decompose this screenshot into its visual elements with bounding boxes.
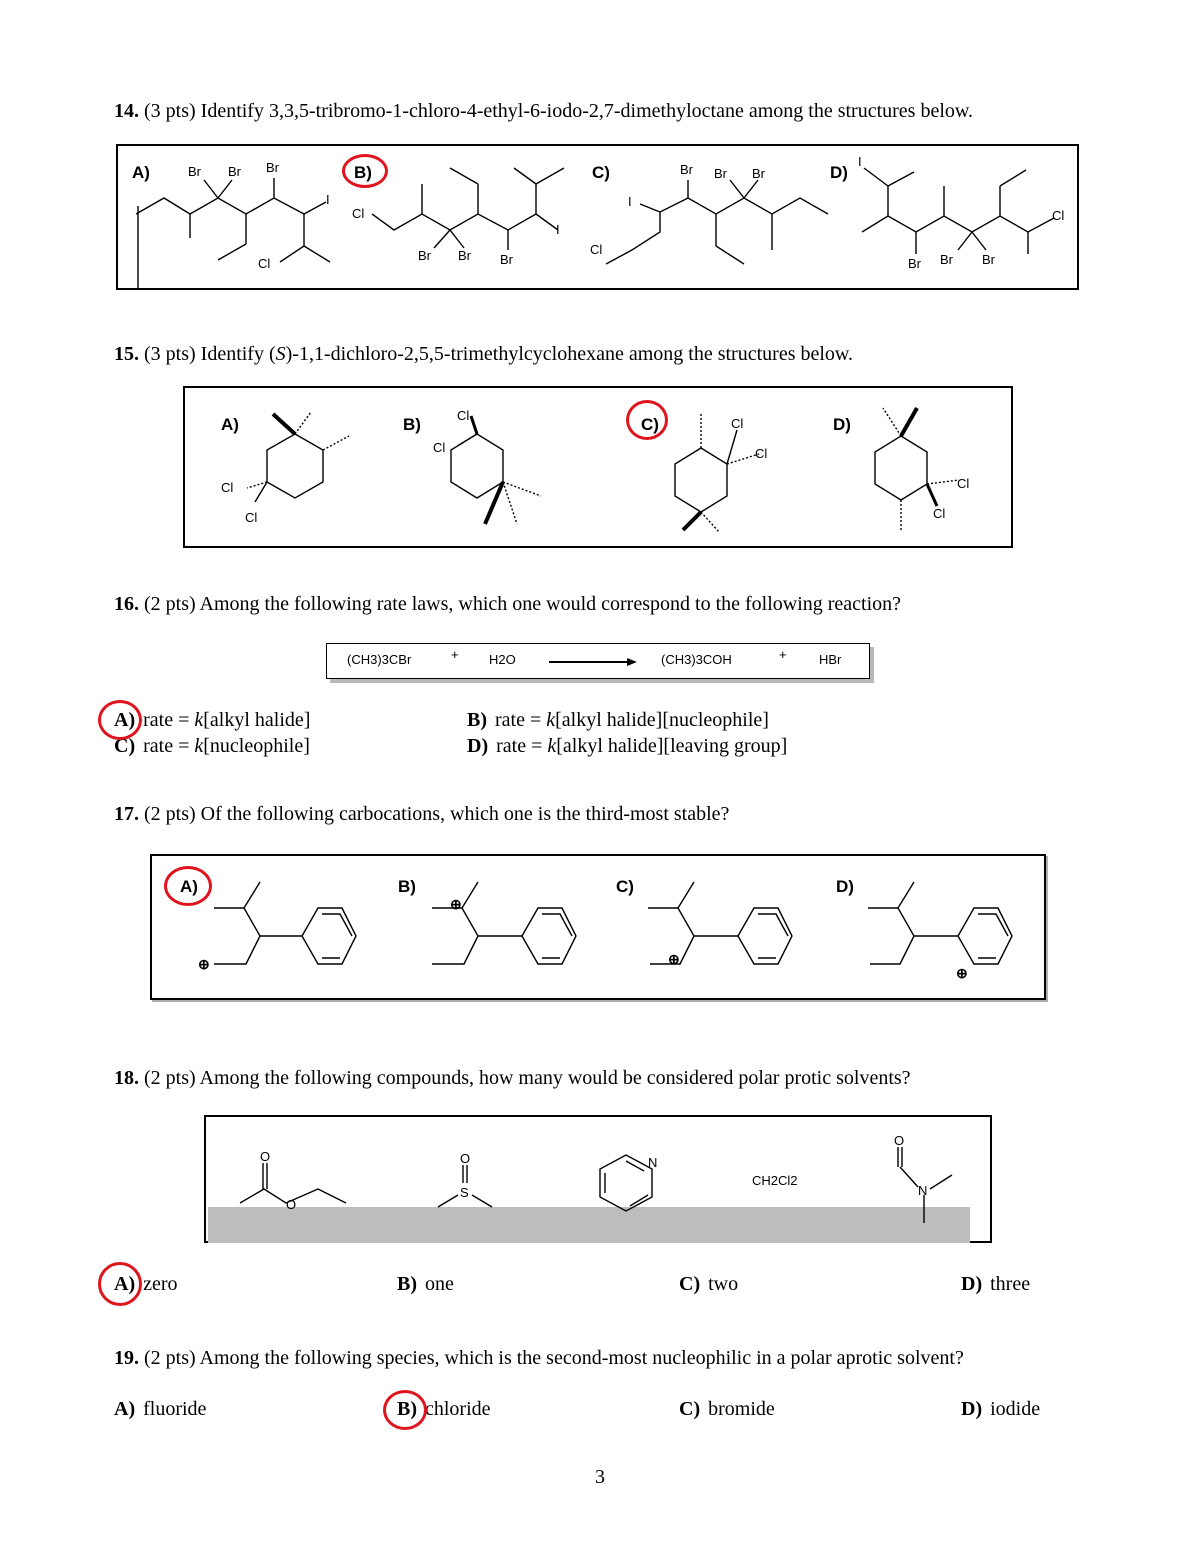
q14-b-br1: Br	[418, 248, 431, 263]
q14-c-i: I	[628, 194, 632, 209]
q15-a-cl2: Cl	[245, 510, 258, 525]
q19-option-c-letter: C)	[679, 1398, 701, 1420]
q14-answer-circle	[342, 154, 388, 188]
q15-structures-svg	[185, 388, 1011, 546]
q14-d-i: I	[858, 154, 862, 169]
q19-option-a[interactable]	[114, 1398, 206, 1421]
q15-b-cl1: Cl	[457, 408, 470, 423]
q19-option-d-text: iodide	[990, 1398, 1041, 1420]
q16-prompt	[114, 593, 901, 616]
q17-label-d: D)	[836, 877, 854, 896]
q17-a-charge: ⊕	[198, 956, 210, 972]
q14-c-cl: Cl	[590, 242, 603, 257]
q15-prompt	[114, 343, 853, 366]
q15-label-b: B)	[403, 415, 421, 434]
q15-text-pre: (3 pts) Identify (	[144, 343, 276, 365]
q16-reaction-arrow	[549, 652, 639, 672]
q16-option-a-post: [alkyl halide]	[203, 709, 311, 731]
q17-number: 17.	[114, 803, 139, 825]
q17-label-a: A)	[180, 877, 198, 896]
q15-label-a: A)	[221, 415, 239, 434]
q16-product-1: (CH3)3COH	[661, 652, 732, 667]
q16-option-d-letter: D)	[467, 735, 489, 757]
q16-option-d-post: [alkyl halide][leaving group]	[556, 735, 788, 757]
q18-option-a-text: zero	[143, 1273, 178, 1295]
q16-option-d-pre: rate =	[496, 735, 548, 757]
q14-c-br3: Br	[752, 166, 765, 181]
q18-answer-circle	[98, 1262, 142, 1306]
q16-option-d[interactable]	[467, 735, 787, 758]
q18-option-b[interactable]	[397, 1273, 454, 1296]
q14-a-br1: Br	[188, 164, 201, 179]
q14-label-c: C)	[592, 163, 610, 182]
q15-a-cl1: Cl	[221, 480, 234, 495]
q14-b-br3: Br	[500, 252, 513, 267]
q14-c-br2: Br	[714, 166, 727, 181]
q16-option-b-k: k	[546, 709, 556, 731]
q17-b-charge: ⊕	[450, 896, 462, 912]
q19-option-c[interactable]	[679, 1398, 775, 1421]
q15-d-cl1: Cl	[957, 476, 970, 491]
page-number: 3	[595, 1466, 605, 1488]
q17-d-charge: ⊕	[956, 965, 968, 981]
q15-number: 15.	[114, 343, 139, 365]
q14-d-br2: Br	[940, 252, 953, 267]
q16-reaction-box	[326, 643, 870, 679]
q15-structures-box	[183, 386, 1013, 548]
q16-option-a-pre: rate =	[143, 709, 195, 731]
q14-label-a: A)	[132, 163, 150, 182]
q14-text: (3 pts) Identify 3,3,5-tribromo-1-chloro-4-ethyl-6-iodo-2,7-dimethyloctane among the structures below.	[144, 100, 974, 122]
q18-dmso-s: S	[460, 1185, 469, 1200]
q14-a-br3: Br	[266, 160, 279, 175]
q18-dcm: CH2Cl2	[752, 1173, 798, 1188]
q19-answer-circle	[383, 1390, 427, 1430]
q19-option-b-text: chloride	[425, 1398, 491, 1420]
q14-d-cl: Cl	[1052, 208, 1065, 223]
q16-option-c-post: [nucleophile]	[203, 735, 310, 757]
q14-d-br1: Br	[908, 256, 921, 271]
q16-option-b-post: [alkyl halide][nucleophile]	[555, 709, 769, 731]
q14-structures-svg	[118, 146, 1077, 288]
q18-option-c[interactable]	[679, 1273, 738, 1296]
q14-number: 14.	[114, 100, 139, 122]
q16-plus-1: +	[451, 647, 459, 662]
q14-label-b: B)	[354, 163, 372, 182]
q17-prompt	[114, 803, 729, 826]
q14-structures-box	[116, 144, 1079, 290]
q16-answer-circle	[98, 700, 142, 740]
q14-c-br1: Br	[680, 162, 693, 177]
q19-option-d[interactable]	[961, 1398, 1040, 1421]
q16-reactant-2: H2O	[489, 652, 516, 667]
q19-option-a-letter: A)	[114, 1398, 136, 1420]
q18-pyridine-n: N	[648, 1155, 658, 1170]
q19-option-a-text: fluoride	[143, 1398, 207, 1420]
q18-option-c-text: two	[708, 1273, 739, 1295]
q18-structures-svg	[206, 1117, 990, 1241]
q18-option-a-letter: A)	[114, 1273, 136, 1295]
q18-option-d-letter: D)	[961, 1273, 983, 1295]
q16-product-2: HBr	[819, 652, 842, 667]
q19-option-d-letter: D)	[961, 1398, 983, 1420]
q16-option-c-letter: C)	[114, 735, 136, 757]
q15-text-post: )-1,1-dichloro-2,5,5-trimethylcyclohexane among the structures below.	[285, 343, 854, 365]
q15-text-stereo: S	[275, 343, 286, 365]
q15-b-cl2: Cl	[433, 440, 446, 455]
q18-number: 18.	[114, 1067, 139, 1089]
q18-option-b-text: one	[425, 1273, 454, 1295]
q15-label-d: D)	[833, 415, 851, 434]
q17-label-b: B)	[398, 877, 416, 896]
q14-prompt	[114, 100, 973, 123]
q18-structures-box	[204, 1115, 992, 1243]
q18-ester-o-carbonyl: O	[260, 1149, 271, 1164]
q16-option-b-pre: rate =	[495, 709, 547, 731]
q16-option-d-k: k	[547, 735, 557, 757]
q16-option-b[interactable]	[467, 709, 769, 732]
q15-c-cl2: Cl	[755, 446, 768, 461]
q15-c-cl1: Cl	[731, 416, 744, 431]
q15-answer-circle	[626, 400, 668, 440]
q19-prompt	[114, 1347, 964, 1370]
q17-label-c: C)	[616, 877, 634, 896]
q18-text: (2 pts) Among the following compounds, how many would be considered polar protic solvents?	[144, 1067, 911, 1089]
q18-prompt	[114, 1067, 911, 1090]
q17-structures-box	[150, 854, 1046, 1000]
q14-b-cl: Cl	[352, 206, 365, 221]
q19-number: 19.	[114, 1347, 139, 1369]
q18-ester-o: O	[286, 1197, 297, 1212]
q18-option-d-text: three	[990, 1273, 1031, 1295]
q14-a-br2: Br	[228, 164, 241, 179]
q14-a-i: I	[326, 192, 330, 207]
q17-c-charge: ⊕	[668, 951, 680, 967]
q14-b-br2: Br	[458, 248, 471, 263]
q16-option-a[interactable]	[114, 709, 310, 732]
q18-option-b-letter: B)	[397, 1273, 417, 1295]
q18-dmf-o: O	[894, 1133, 905, 1148]
q16-option-c-pre: rate =	[143, 735, 195, 757]
q19-option-b-letter: B)	[397, 1398, 417, 1420]
q16-option-b-letter: B)	[467, 709, 487, 731]
q16-reactant-1: (CH3)3CBr	[347, 652, 412, 667]
q16-option-c-k: k	[194, 735, 204, 757]
q15-label-c: C)	[641, 415, 659, 434]
q19-text: (2 pts) Among the following species, which is the second-most nucleophilic in a polar aprotic solvent?	[144, 1347, 964, 1369]
q16-text: (2 pts) Among the following rate laws, which one would correspond to the following reaction?	[144, 593, 902, 615]
q18-option-d[interactable]	[961, 1273, 1030, 1296]
q16-option-c[interactable]	[114, 735, 310, 758]
q16-option-a-letter: A)	[114, 709, 136, 731]
q19-option-c-text: bromide	[708, 1398, 775, 1420]
q18-option-c-letter: C)	[679, 1273, 701, 1295]
q14-b-i: I	[556, 222, 560, 237]
q17-answer-circle	[164, 866, 212, 906]
q17-structures-svg	[152, 856, 1044, 998]
q14-d-br3: Br	[982, 252, 995, 267]
q18-dmso-o: O	[460, 1151, 471, 1166]
q18-dmf-n: N	[918, 1183, 928, 1198]
q16-option-a-k: k	[194, 709, 204, 731]
q16-number: 16.	[114, 593, 139, 615]
q14-label-d: D)	[830, 163, 848, 182]
q14-a-cl: Cl	[258, 256, 271, 271]
q17-text: (2 pts) Of the following carbocations, which one is the third-most stable?	[144, 803, 730, 825]
q16-plus-2: +	[779, 647, 787, 662]
q15-d-cl2: Cl	[933, 506, 946, 521]
